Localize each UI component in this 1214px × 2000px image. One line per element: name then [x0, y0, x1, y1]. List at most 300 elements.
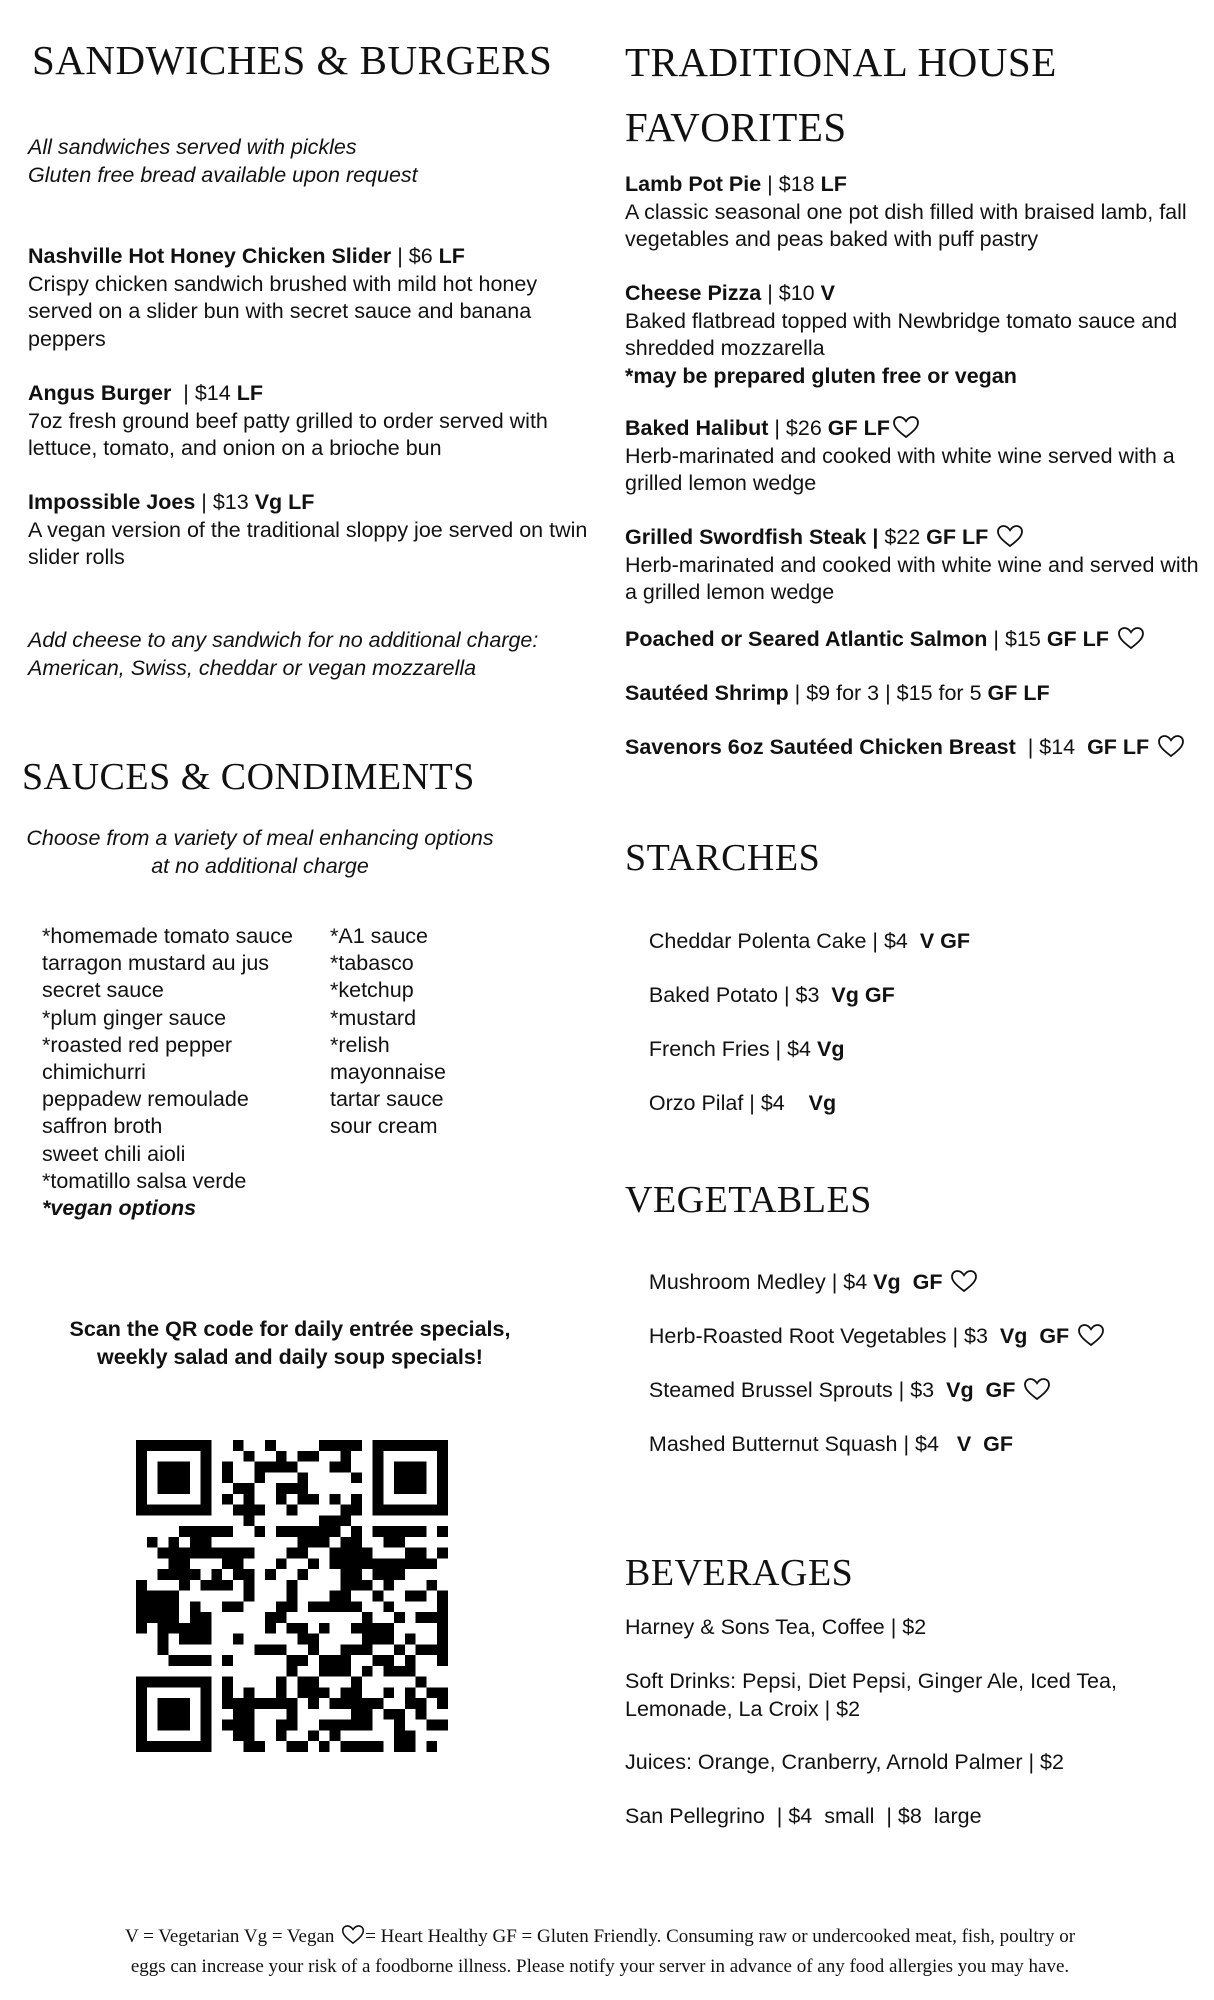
qr-module [362, 1548, 373, 1559]
qr-module [147, 1440, 158, 1451]
qr-module [437, 1451, 448, 1462]
heart-icon [1077, 1323, 1105, 1347]
qr-module [416, 1644, 427, 1655]
qr-module [233, 1548, 244, 1559]
qr-module [394, 1709, 405, 1720]
qr-module [319, 1526, 330, 1537]
legend-text-b: = Heart Healthy GF = Gluten Friendly. Consuming raw or undercooked meat, fish, poultry or [365, 1926, 1076, 1947]
starches-title: STARCHES [625, 837, 821, 879]
qr-module [233, 1634, 244, 1645]
qr-module [416, 1558, 427, 1569]
favorites-title-line-2: FAVORITES [625, 104, 847, 150]
qr-module [136, 1601, 147, 1612]
qr-module [179, 1526, 190, 1537]
qr-module [340, 1687, 351, 1698]
qr-module [201, 1623, 212, 1634]
qr-module [437, 1472, 448, 1483]
vegetables-title: VEGETABLES [625, 1179, 872, 1221]
qr-module [179, 1720, 190, 1731]
qr-module [136, 1483, 147, 1494]
qr-module [158, 1741, 169, 1752]
qr-module [136, 1591, 147, 1602]
qr-module [308, 1698, 319, 1709]
heart-icon [950, 1269, 978, 1293]
qr-module [319, 1720, 330, 1731]
qr-module [158, 1623, 169, 1634]
qr-module [276, 1687, 287, 1698]
qr-module [168, 1440, 179, 1451]
qr-module [373, 1569, 384, 1580]
qr-module [254, 1644, 265, 1655]
qr-module [201, 1483, 212, 1494]
qr-module [416, 1709, 427, 1720]
qr-module [373, 1558, 384, 1569]
qr-module [416, 1462, 427, 1473]
qr-module [394, 1644, 405, 1655]
qr-module [426, 1558, 437, 1569]
item-description: A vegan version of the traditional sloppy joe served on twin slider rolls [28, 517, 588, 569]
qr-module [179, 1580, 190, 1591]
qr-module [147, 1505, 158, 1516]
qr-module [147, 1677, 158, 1688]
qr-module [265, 1623, 276, 1634]
qr-module [437, 1483, 448, 1494]
qr-module [179, 1548, 190, 1559]
qr-module [136, 1687, 147, 1698]
qr-module [383, 1580, 394, 1591]
beverage-item: Soft Drinks: Pepsi, Diet Pepsi, Ginger Ale, Iced Tea, Lemonade, La Croix | $2 [625, 1669, 1117, 1721]
qr-module [416, 1698, 427, 1709]
qr-module [244, 1569, 255, 1580]
qr-module [383, 1709, 394, 1720]
qr-module [394, 1730, 405, 1741]
qr-module [373, 1505, 384, 1516]
qr-module [201, 1612, 212, 1623]
qr-module [383, 1569, 394, 1580]
item-description: Herb-marinated and cooked with white wine and served with a grilled lemon wedge [625, 552, 1199, 604]
qr-module [168, 1698, 179, 1709]
qr-module [330, 1720, 341, 1731]
qr-module [287, 1591, 298, 1602]
heart-icon [1023, 1377, 1051, 1401]
item-tags: V GF [944, 1431, 1014, 1456]
qr-module [168, 1591, 179, 1602]
qr-module [201, 1505, 212, 1516]
item-price: | $14 [1015, 735, 1088, 759]
qr-code-icon[interactable] [136, 1440, 448, 1752]
qr-module [308, 1644, 319, 1655]
qr-module [394, 1569, 405, 1580]
sauce-item: tarragon mustard au jus [42, 951, 270, 976]
sauces-column-2 [330, 923, 446, 1141]
qr-module [319, 1515, 330, 1526]
qr-module [437, 1462, 448, 1473]
qr-module [426, 1440, 437, 1451]
qr-module [276, 1720, 287, 1731]
qr-module [201, 1440, 212, 1451]
qr-module [416, 1440, 427, 1451]
sauces-column-1 [42, 923, 293, 1222]
qr-module [394, 1741, 405, 1752]
qr-module [179, 1634, 190, 1645]
qr-module [244, 1687, 255, 1698]
qr-module [244, 1494, 255, 1505]
qr-module [437, 1623, 448, 1634]
qr-module [297, 1623, 308, 1634]
qr-module [287, 1462, 298, 1473]
item-text: Orzo Pilaf | $4 [648, 1090, 791, 1115]
qr-module [351, 1687, 362, 1698]
favorite-item-lamb-pot-pie [625, 171, 1205, 254]
qr-module [287, 1666, 298, 1677]
qr-module [222, 1677, 233, 1688]
qr-module [351, 1580, 362, 1591]
qr-module [437, 1505, 448, 1516]
qr-module [330, 1601, 341, 1612]
item-tags: LF [820, 172, 847, 196]
qr-module [201, 1548, 212, 1559]
qr-module [340, 1644, 351, 1655]
qr-module [168, 1741, 179, 1752]
cheese-note [28, 627, 598, 682]
qr-module [383, 1558, 394, 1569]
sauces-intro-line-1: Choose from a variety of meal enhancing options [26, 826, 494, 850]
sauce-item: chimichurri [42, 1060, 146, 1085]
qr-module [201, 1472, 212, 1483]
qr-module [297, 1472, 308, 1483]
qr-module [351, 1623, 362, 1634]
qr-module [190, 1655, 201, 1666]
qr-module [437, 1526, 448, 1537]
heart-icon [996, 524, 1024, 548]
qr-module [437, 1494, 448, 1505]
qr-module [383, 1666, 394, 1677]
qr-module [362, 1612, 373, 1623]
vegetable-item [625, 1403, 1013, 1486]
qr-module [158, 1720, 169, 1731]
qr-module [158, 1601, 169, 1612]
qr-module [308, 1634, 319, 1645]
qr-module [168, 1655, 179, 1666]
qr-module [136, 1472, 147, 1483]
qr-module [254, 1472, 265, 1483]
qr-module [394, 1558, 405, 1569]
qr-module [244, 1515, 255, 1526]
qr-module [233, 1698, 244, 1709]
qr-module [405, 1505, 416, 1516]
qr-module [158, 1483, 169, 1494]
heart-icon [1117, 626, 1145, 650]
qr-module [168, 1720, 179, 1731]
qr-module [330, 1548, 341, 1559]
qr-module [158, 1505, 169, 1516]
sauce-item: saffron broth [42, 1114, 163, 1139]
qr-module [394, 1505, 405, 1516]
qr-module [394, 1666, 405, 1677]
qr-module [394, 1472, 405, 1483]
item-description: Herb-marinated and cooked with white wine served with a grilled lemon wedge [625, 443, 1175, 495]
qr-module [437, 1655, 448, 1666]
qr-module [437, 1601, 448, 1612]
qr-module [201, 1709, 212, 1720]
beverage-item: Juices: Orange, Cranberry, Arnold Palmer | $2 [625, 1750, 1064, 1774]
qr-module [233, 1709, 244, 1720]
qr-module [383, 1505, 394, 1516]
qr-module [244, 1451, 255, 1462]
qr-module [201, 1462, 212, 1473]
qr-module [254, 1526, 265, 1537]
qr-module [276, 1451, 287, 1462]
qr-module [276, 1698, 287, 1709]
qr-module [383, 1634, 394, 1645]
footer-line-2: eggs can increase your risk of a foodborne illness. Please notify your server in advance of any food allergies you may have. [130, 1956, 1070, 1977]
qr-module [179, 1483, 190, 1494]
item-name: Savenors 6oz Sautéed Chicken Breast [625, 735, 1016, 759]
favorites-title [625, 30, 1057, 160]
qr-module [351, 1440, 362, 1451]
qr-module [330, 1591, 341, 1602]
sauce-item: *mustard [330, 1005, 417, 1030]
qr-module [201, 1698, 212, 1709]
qr-module [319, 1655, 330, 1666]
qr-module [233, 1730, 244, 1741]
qr-module [179, 1440, 190, 1451]
qr-module [211, 1580, 222, 1591]
qr-module [179, 1505, 190, 1516]
qr-module [297, 1655, 308, 1666]
qr-module [168, 1623, 179, 1634]
item-tags: GF LF [987, 681, 1050, 705]
cheese-note-line-1: Add cheese to any sandwich for no additional charge: [28, 628, 539, 652]
qr-module [201, 1494, 212, 1505]
qr-module [136, 1451, 147, 1462]
qr-module [373, 1634, 384, 1645]
qr-module [373, 1483, 384, 1494]
qr-module [297, 1687, 308, 1698]
qr-module [265, 1612, 276, 1623]
qr-module [179, 1623, 190, 1634]
qr-module [405, 1472, 416, 1483]
qr-module [383, 1526, 394, 1537]
item-tags: LF [236, 381, 263, 405]
qr-module [211, 1548, 222, 1559]
qr-module [394, 1483, 405, 1494]
qr-module [373, 1494, 384, 1505]
qr-module [201, 1730, 212, 1741]
qr-module [136, 1677, 147, 1688]
qr-module [362, 1623, 373, 1634]
qr-module [319, 1687, 330, 1698]
qr-module [244, 1548, 255, 1559]
item-note: *may be prepared gluten free or vegan [625, 363, 1017, 388]
qr-module [244, 1720, 255, 1731]
qr-module [244, 1591, 255, 1602]
qr-module [340, 1591, 351, 1602]
qr-module [158, 1440, 169, 1451]
qr-module [158, 1591, 169, 1602]
qr-module [362, 1709, 373, 1720]
qr-module [330, 1666, 341, 1677]
qr-module [287, 1741, 298, 1752]
sauces-title: SAUCES & CONDIMENTS [22, 756, 475, 798]
qr-module [190, 1677, 201, 1688]
item-text: Baked Potato | $3 [648, 982, 826, 1007]
qr-module [168, 1472, 179, 1483]
qr-module [265, 1644, 276, 1655]
qr-module [351, 1644, 362, 1655]
qr-module [297, 1677, 308, 1688]
sauce-item: secret sauce [42, 978, 164, 1003]
qr-module [297, 1537, 308, 1548]
qr-module [405, 1440, 416, 1451]
item-text: Cheddar Polenta Cake | $4 [648, 928, 914, 953]
qr-module [340, 1655, 351, 1666]
qr-module [340, 1451, 351, 1462]
qr-module [254, 1462, 265, 1473]
qr-module [351, 1698, 362, 1709]
qr-module [158, 1677, 169, 1688]
qr-module [201, 1655, 212, 1666]
qr-module [158, 1569, 169, 1580]
qr-module [168, 1462, 179, 1473]
qr-module [340, 1462, 351, 1473]
qr-module [244, 1730, 255, 1741]
item-tags: Vg [817, 1036, 845, 1061]
item-name: Impossible Joes [28, 490, 196, 514]
item-price: | $14 [171, 381, 237, 405]
qr-module [222, 1462, 233, 1473]
qr-module [330, 1698, 341, 1709]
qr-module [287, 1505, 298, 1516]
qr-module [233, 1601, 244, 1612]
item-tags: LF [438, 244, 465, 268]
qr-module [190, 1601, 201, 1612]
qr-module [426, 1644, 437, 1655]
item-name: Poached or Seared Atlantic Salmon [625, 627, 988, 651]
qr-module [276, 1558, 287, 1569]
qr-module [437, 1440, 448, 1451]
qr-module [179, 1655, 190, 1666]
qr-module [383, 1537, 394, 1548]
qr-module [383, 1687, 394, 1698]
qr-module [330, 1462, 341, 1473]
qr-module [190, 1526, 201, 1537]
item-name: Sautéed Shrimp [625, 681, 789, 705]
qr-module [394, 1612, 405, 1623]
qr-module [405, 1462, 416, 1473]
qr-module [319, 1623, 330, 1634]
qr-module [222, 1558, 233, 1569]
qr-module [416, 1612, 427, 1623]
qr-module [308, 1451, 319, 1462]
qr-module [394, 1537, 405, 1548]
qr-module [416, 1483, 427, 1494]
qr-module [136, 1698, 147, 1709]
qr-module [244, 1698, 255, 1709]
qr-module [319, 1666, 330, 1677]
qr-module [287, 1601, 298, 1612]
qr-module [362, 1666, 373, 1677]
qr-module [265, 1440, 276, 1451]
cheese-note-line-2: American, Swiss, cheddar or vegan mozzarella [28, 655, 477, 680]
qr-module [340, 1569, 351, 1580]
qr-module [287, 1623, 298, 1634]
item-tags: Vg GF [873, 1269, 943, 1294]
qr-module [136, 1612, 147, 1623]
qr-module [136, 1505, 147, 1516]
qr-module [416, 1548, 427, 1559]
qr-module [297, 1494, 308, 1505]
item-price: | $6 [391, 244, 439, 268]
qr-module [168, 1548, 179, 1559]
sauce-item: *tabasco [330, 951, 414, 976]
qr-module [222, 1720, 233, 1731]
qr-module [147, 1612, 158, 1623]
qr-module [319, 1440, 330, 1451]
qr-module [340, 1558, 351, 1569]
qr-module [136, 1623, 147, 1634]
qr-module [373, 1623, 384, 1634]
qr-module [373, 1440, 384, 1451]
qr-module [340, 1440, 351, 1451]
item-name: Grilled Swordfish Steak | [625, 525, 879, 549]
qr-module [405, 1526, 416, 1537]
qr-module [405, 1687, 416, 1698]
sauce-item: *roasted red pepper [42, 1032, 233, 1057]
qr-module [394, 1462, 405, 1473]
qr-module [308, 1687, 319, 1698]
qr-module [222, 1580, 233, 1591]
qr-module [437, 1687, 448, 1698]
qr-module [136, 1709, 147, 1720]
qr-module [158, 1472, 169, 1483]
qr-module [136, 1580, 147, 1591]
qr-module [351, 1720, 362, 1731]
vegan-options-note: *vegan options [42, 1196, 197, 1221]
qr-module [330, 1494, 341, 1505]
qr-module [362, 1634, 373, 1645]
qr-module [308, 1601, 319, 1612]
favorite-item-salmon [625, 626, 1214, 654]
qr-module [362, 1580, 373, 1591]
qr-module [276, 1462, 287, 1473]
qr-module [330, 1515, 341, 1526]
qr-module [201, 1634, 212, 1645]
qr-module [265, 1462, 276, 1473]
qr-module [254, 1741, 265, 1752]
qr-module [351, 1709, 362, 1720]
qr-module [201, 1526, 212, 1537]
qr-module [211, 1569, 222, 1580]
qr-module [405, 1741, 416, 1752]
qr-module [437, 1720, 448, 1731]
heart-icon [1157, 734, 1185, 758]
qr-module [265, 1698, 276, 1709]
qr-module [308, 1494, 319, 1505]
item-tags: Vg GF [993, 1323, 1070, 1348]
qr-module [136, 1440, 147, 1451]
item-description: A classic seasonal one pot dish filled with braised lamb, fall vegetables and peas baked with puff pastry [625, 199, 1187, 251]
qr-module [287, 1655, 298, 1666]
qr-module [222, 1494, 233, 1505]
qr-module [330, 1655, 341, 1666]
qr-module [362, 1698, 373, 1709]
qr-module [147, 1537, 158, 1548]
beverage-item: Harney & Sons Tea, Coffee | $2 [625, 1615, 927, 1639]
qr-module [179, 1709, 190, 1720]
qr-module [244, 1580, 255, 1591]
qr-module [211, 1526, 222, 1537]
